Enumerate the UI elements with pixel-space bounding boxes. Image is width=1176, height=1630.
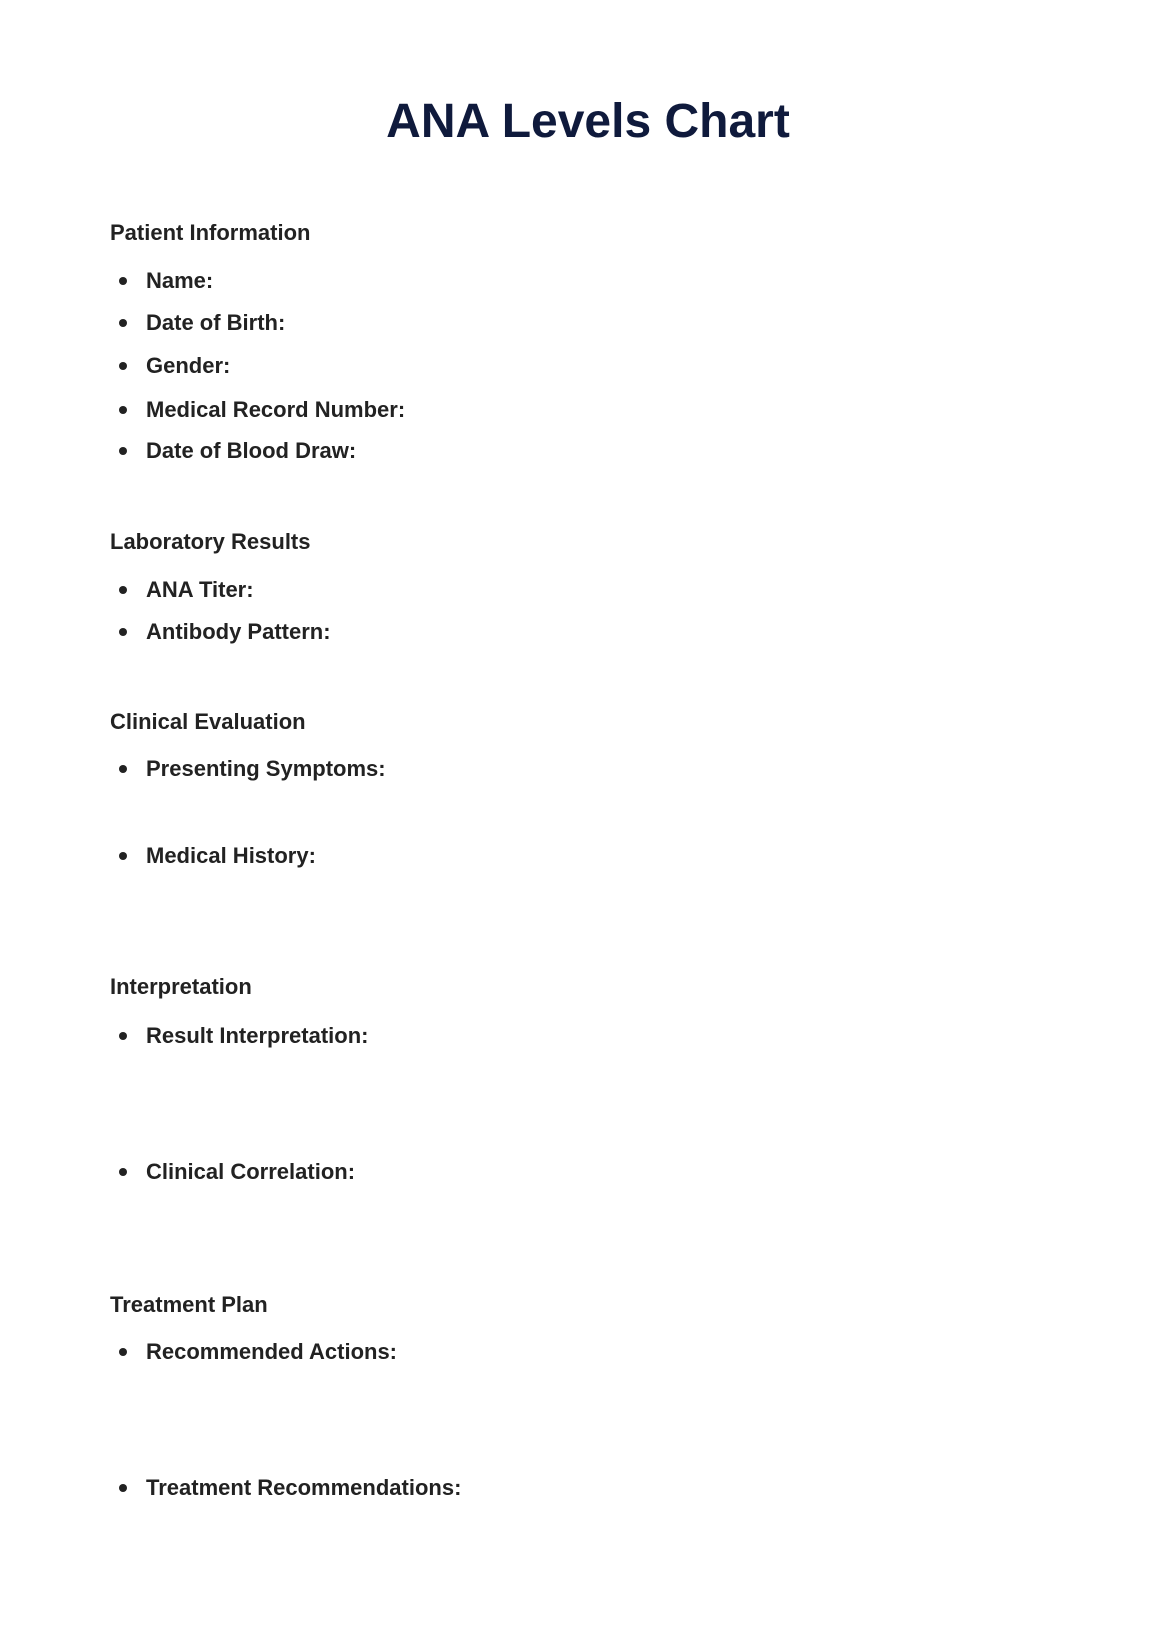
field-antibody-pattern	[118, 618, 331, 646]
field-label: Date of Blood Draw:	[146, 438, 357, 463]
section-heading-patient-information: Patient Information	[110, 220, 311, 245]
page-title: ANA Levels Chart	[386, 95, 790, 148]
bullet-icon	[119, 586, 127, 594]
field-date-of-birth	[118, 309, 285, 337]
bullet-icon	[119, 362, 127, 370]
bullet-icon	[119, 447, 127, 455]
field-label: Medical History:	[146, 843, 316, 868]
field-label: ANA Titer:	[146, 577, 254, 602]
bullet-icon	[119, 277, 127, 285]
bullet-icon	[119, 1348, 127, 1356]
field-label: Clinical Correlation:	[146, 1159, 356, 1184]
field-label: Recommended Actions:	[146, 1339, 398, 1364]
bullet-icon	[119, 1484, 127, 1492]
field-presenting-symptoms	[118, 755, 386, 783]
bullet-icon	[119, 1032, 127, 1040]
bullet-icon	[119, 628, 127, 636]
section-heading-laboratory-results: Laboratory Results	[110, 529, 311, 554]
field-treatment-recommendations	[118, 1474, 461, 1502]
field-label: Presenting Symptoms:	[146, 756, 386, 781]
field-date-of-blood-draw	[118, 437, 356, 465]
bullet-icon	[119, 406, 127, 414]
bullet-icon	[119, 319, 127, 327]
section-heading-interpretation: Interpretation	[110, 974, 252, 999]
field-label: Result Interpretation:	[146, 1023, 369, 1048]
field-recommended-actions	[118, 1338, 397, 1366]
bullet-icon	[119, 852, 127, 860]
field-medical-record-number	[118, 396, 405, 424]
bullet-icon	[119, 765, 127, 773]
field-label: Gender:	[146, 353, 231, 378]
field-label: Date of Birth:	[146, 310, 286, 335]
field-clinical-correlation	[118, 1158, 355, 1186]
field-name	[118, 267, 213, 295]
field-label: Name:	[146, 268, 214, 293]
field-ana-titer	[118, 576, 254, 604]
section-heading-clinical-evaluation: Clinical Evaluation	[110, 709, 306, 734]
field-result-interpretation	[118, 1022, 368, 1050]
field-label: Treatment Recommendations:	[146, 1475, 462, 1500]
field-label: Antibody Pattern:	[146, 619, 331, 644]
bullet-icon	[119, 1168, 127, 1176]
section-heading-treatment-plan: Treatment Plan	[110, 1292, 268, 1317]
field-gender	[118, 352, 230, 380]
field-label: Medical Record Number:	[146, 397, 406, 422]
field-medical-history	[118, 842, 316, 870]
